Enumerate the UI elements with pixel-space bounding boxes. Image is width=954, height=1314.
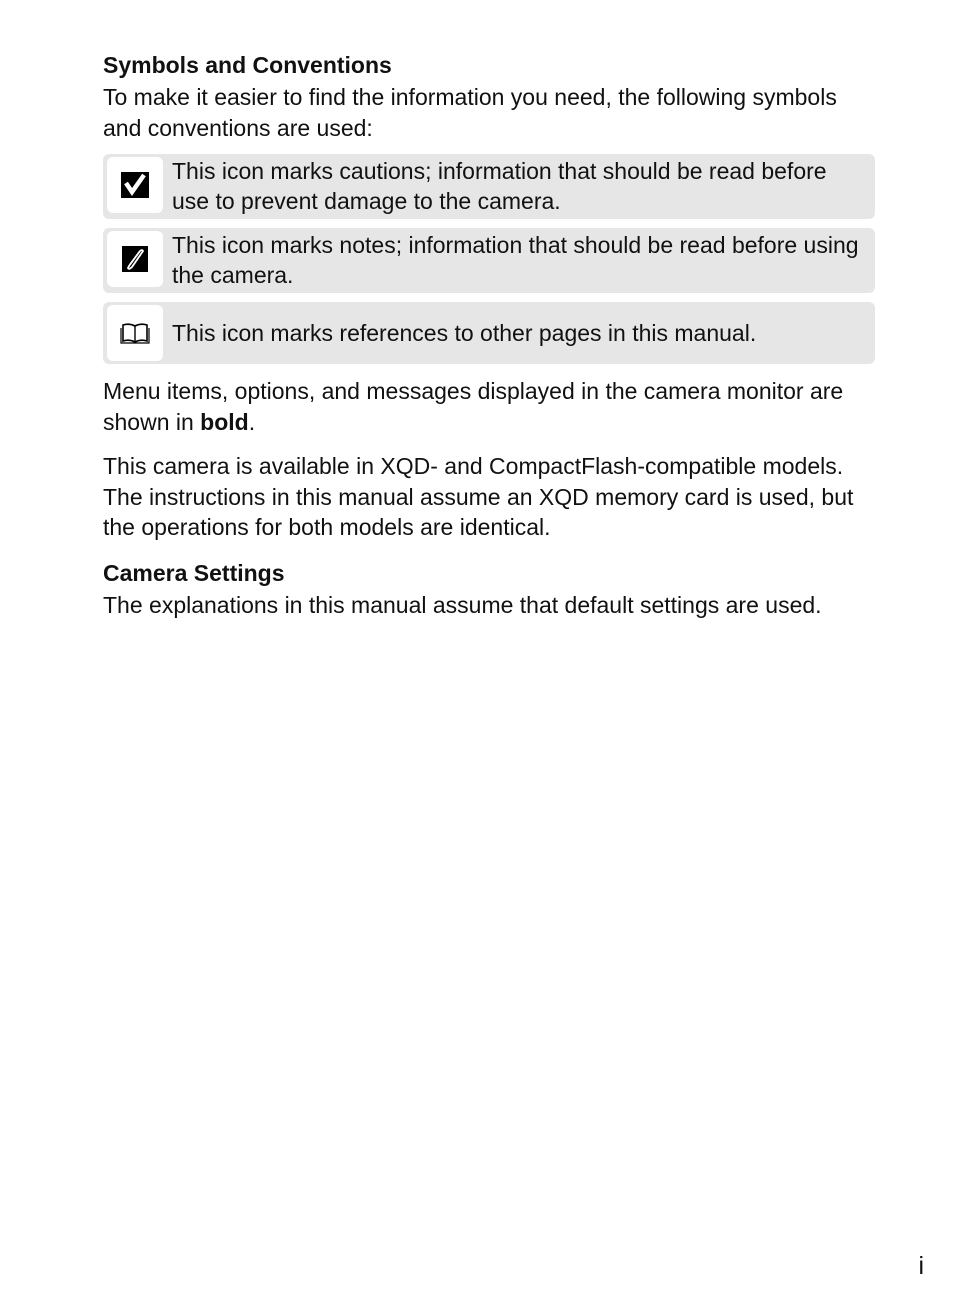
note-pencil-icon (107, 231, 163, 287)
symbol-row-note (103, 228, 875, 293)
page-content (103, 50, 875, 620)
menu-note (103, 376, 875, 437)
camera-settings-heading: Camera Settings (103, 559, 285, 586)
models-note: This camera is available in XQD- and CompactFlash-compatible models. The instructions in this manual assume an XQD memory card is used, but the operations for both models are identical. (103, 453, 854, 540)
caution-description: This icon marks cautions; information that should be read before use to prevent damage to the camera. (172, 158, 827, 214)
menu-note-suffix: . (248, 408, 256, 435)
symbols-heading: Symbols and Conventions (103, 52, 392, 78)
page-number: i (918, 1252, 924, 1280)
symbols-intro: To make it easier to find the information you need, the following symbols and conventions are used: (103, 84, 837, 141)
caution-check-icon (107, 157, 163, 213)
menu-note-prefix: Menu items, options, and messages displayed in the camera monitor are shown in (103, 378, 844, 435)
symbol-row-caution (103, 154, 875, 219)
menu-note-bold-word: bold (200, 408, 249, 435)
note-description: This icon marks notes; information that should be read before using the camera. (172, 232, 859, 288)
reference-description: This icon marks references to other pages in this manual. (172, 320, 757, 346)
symbols-list (103, 154, 875, 364)
symbol-row-reference (103, 302, 875, 364)
book-reference-icon (107, 305, 163, 361)
camera-settings-text: The explanations in this manual assume that default settings are used. (103, 591, 822, 618)
